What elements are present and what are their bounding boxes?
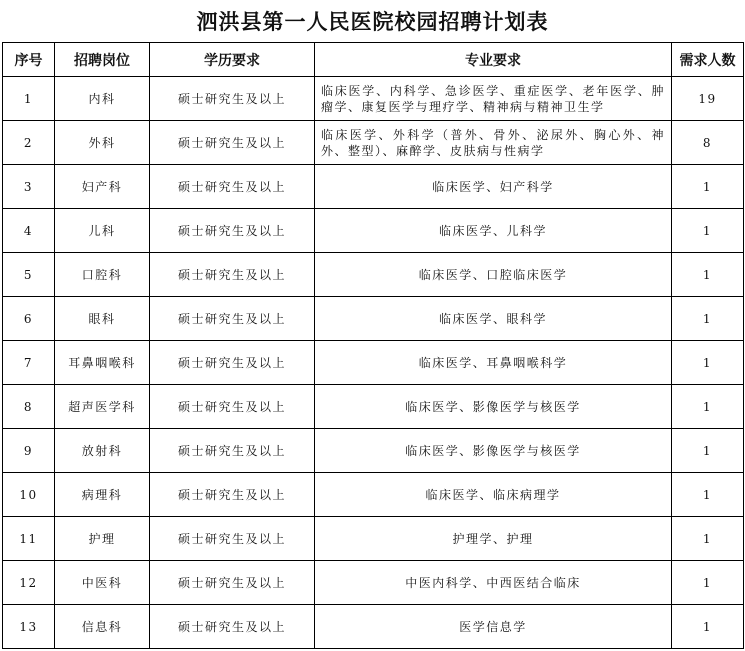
row-education: 硕士研究生及以上 bbox=[150, 385, 315, 429]
header-count: 需求人数 bbox=[672, 43, 744, 77]
row-education: 硕士研究生及以上 bbox=[150, 253, 315, 297]
row-seq: 12 bbox=[3, 561, 55, 605]
row-seq: 13 bbox=[3, 605, 55, 649]
row-major: 护理学、护理 bbox=[315, 517, 672, 561]
row-major: 临床医学、妇产科学 bbox=[315, 165, 672, 209]
row-count: 1 bbox=[672, 165, 744, 209]
table-row bbox=[3, 165, 744, 209]
row-education: 硕士研究生及以上 bbox=[150, 209, 315, 253]
row-major: 临床医学、儿科学 bbox=[315, 209, 672, 253]
row-education: 硕士研究生及以上 bbox=[150, 561, 315, 605]
row-position: 病理科 bbox=[55, 473, 150, 517]
row-position: 放射科 bbox=[55, 429, 150, 473]
row-position: 眼科 bbox=[55, 297, 150, 341]
row-count: 8 bbox=[672, 121, 744, 165]
row-major: 临床医学、影像医学与核医学 bbox=[315, 385, 672, 429]
table-row bbox=[3, 473, 744, 517]
row-seq: 3 bbox=[3, 165, 55, 209]
table-row bbox=[3, 297, 744, 341]
row-count: 1 bbox=[672, 429, 744, 473]
table-row bbox=[3, 605, 744, 649]
row-seq: 7 bbox=[3, 341, 55, 385]
row-count: 19 bbox=[672, 77, 744, 121]
row-position: 耳鼻咽喉科 bbox=[55, 341, 150, 385]
row-position: 中医科 bbox=[55, 561, 150, 605]
row-major: 临床医学、影像医学与核医学 bbox=[315, 429, 672, 473]
row-education: 硕士研究生及以上 bbox=[150, 473, 315, 517]
table-row bbox=[3, 209, 744, 253]
header-position: 招聘岗位 bbox=[55, 43, 150, 77]
row-seq: 8 bbox=[3, 385, 55, 429]
row-major: 临床医学、口腔临床医学 bbox=[315, 253, 672, 297]
row-major: 医学信息学 bbox=[315, 605, 672, 649]
row-education: 硕士研究生及以上 bbox=[150, 165, 315, 209]
row-count: 1 bbox=[672, 297, 744, 341]
header-major: 专业要求 bbox=[315, 43, 672, 77]
row-seq: 2 bbox=[3, 121, 55, 165]
table-row bbox=[3, 385, 744, 429]
row-education: 硕士研究生及以上 bbox=[150, 297, 315, 341]
row-education: 硕士研究生及以上 bbox=[150, 121, 315, 165]
row-count: 1 bbox=[672, 385, 744, 429]
row-seq: 10 bbox=[3, 473, 55, 517]
table-row bbox=[3, 429, 744, 473]
row-major: 临床医学、内科学、急诊医学、重症医学、老年医学、肿瘤学、康复医学与理疗学、精神病与精神卫生学 bbox=[315, 77, 672, 121]
recruitment-plan-table bbox=[2, 42, 744, 649]
table-row bbox=[3, 253, 744, 297]
table-row bbox=[3, 561, 744, 605]
row-major: 临床医学、眼科学 bbox=[315, 297, 672, 341]
row-count: 1 bbox=[672, 253, 744, 297]
row-education: 硕士研究生及以上 bbox=[150, 517, 315, 561]
row-seq: 4 bbox=[3, 209, 55, 253]
row-count: 1 bbox=[672, 209, 744, 253]
row-count: 1 bbox=[672, 605, 744, 649]
header-row bbox=[3, 43, 744, 77]
row-position: 护理 bbox=[55, 517, 150, 561]
row-position: 妇产科 bbox=[55, 165, 150, 209]
row-position: 信息科 bbox=[55, 605, 150, 649]
row-education: 硕士研究生及以上 bbox=[150, 605, 315, 649]
table-row bbox=[3, 517, 744, 561]
row-position: 超声医学科 bbox=[55, 385, 150, 429]
table-row bbox=[3, 121, 744, 165]
row-position: 内科 bbox=[55, 77, 150, 121]
row-education: 硕士研究生及以上 bbox=[150, 341, 315, 385]
row-position: 口腔科 bbox=[55, 253, 150, 297]
table-row bbox=[3, 77, 744, 121]
row-seq: 1 bbox=[3, 77, 55, 121]
row-education: 硕士研究生及以上 bbox=[150, 77, 315, 121]
row-major: 临床医学、耳鼻咽喉科学 bbox=[315, 341, 672, 385]
row-count: 1 bbox=[672, 561, 744, 605]
row-major: 中医内科学、中西医结合临床 bbox=[315, 561, 672, 605]
row-seq: 11 bbox=[3, 517, 55, 561]
table-row bbox=[3, 341, 744, 385]
row-major: 临床医学、外科学（普外、骨外、泌尿外、胸心外、神外、整型）、麻醉学、皮肤病与性病学 bbox=[315, 121, 672, 165]
row-count: 1 bbox=[672, 517, 744, 561]
row-count: 1 bbox=[672, 473, 744, 517]
row-seq: 5 bbox=[3, 253, 55, 297]
page-title: 泗洪县第一人民医院校园招聘计划表 bbox=[196, 9, 549, 34]
row-position: 儿科 bbox=[55, 209, 150, 253]
row-seq: 9 bbox=[3, 429, 55, 473]
row-seq: 6 bbox=[3, 297, 55, 341]
row-major: 临床医学、临床病理学 bbox=[315, 473, 672, 517]
row-education: 硕士研究生及以上 bbox=[150, 429, 315, 473]
row-position: 外科 bbox=[55, 121, 150, 165]
header-seq: 序号 bbox=[3, 43, 55, 77]
row-count: 1 bbox=[672, 341, 744, 385]
header-education: 学历要求 bbox=[150, 43, 315, 77]
